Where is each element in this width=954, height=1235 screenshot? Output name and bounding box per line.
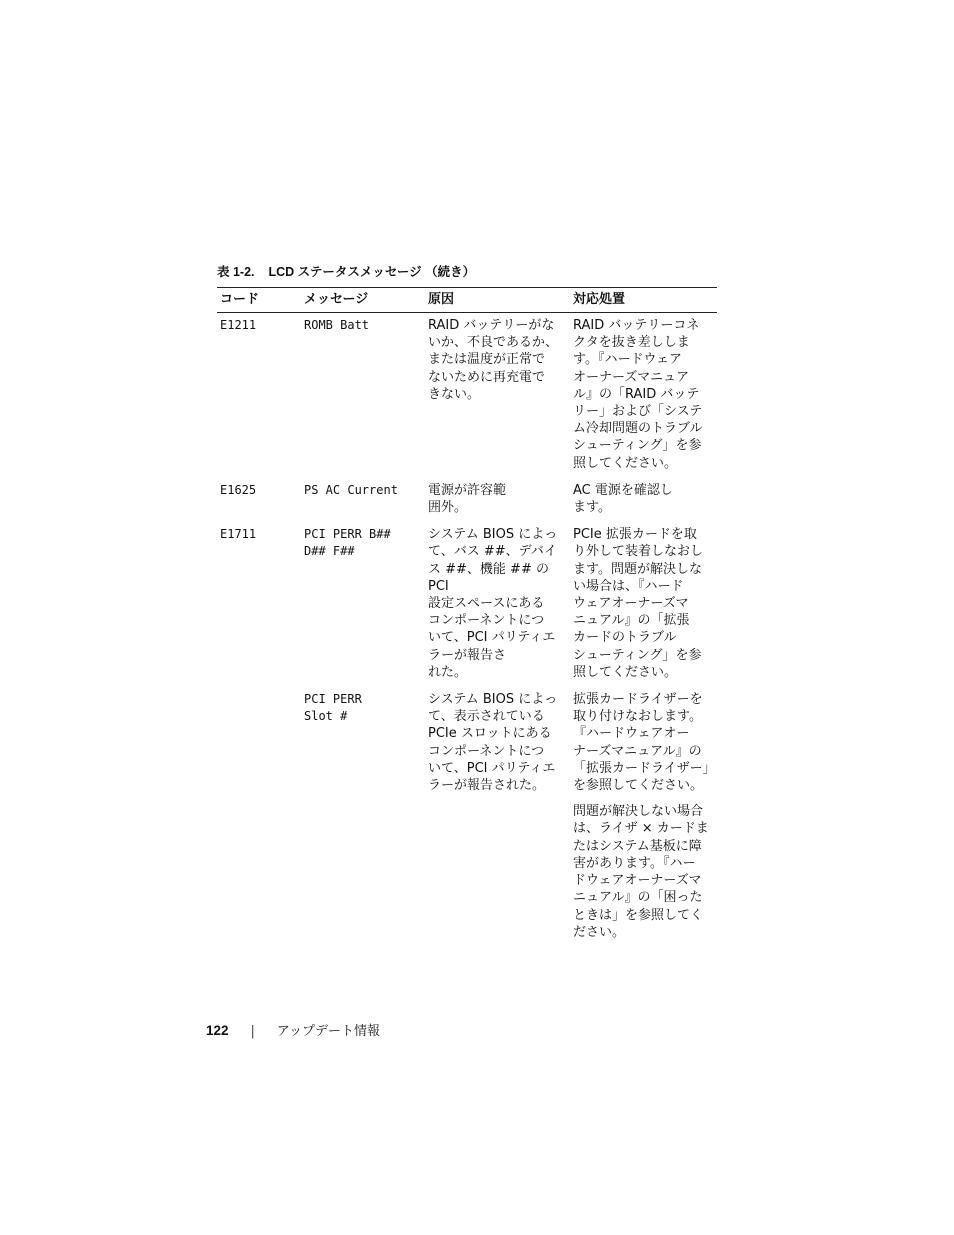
action-line: ニュアル』の「困った (573, 890, 703, 906)
action-line: ニュアル』の「拡張 (573, 613, 690, 629)
action-line: ます。 (573, 500, 611, 516)
cause-line: システム BIOS によっ (428, 692, 558, 708)
cause-line: いて、PCI パリティエ (428, 760, 556, 776)
action-line: PCIe 拡張カードを取 (573, 527, 697, 543)
cell-action (570, 480, 717, 524)
message-line: D## F## (304, 544, 355, 559)
action-line: り外して装着しなおし (573, 544, 704, 560)
action-paragraph (573, 317, 714, 472)
action-line: 拡張カードライザーを (573, 692, 703, 708)
cause-line: いて、PCI パリティエ (428, 630, 556, 646)
action-line: 取り付けなおします。 (573, 709, 702, 725)
action-line: ル』の「RAID バッテ (573, 386, 700, 402)
cell-cause (425, 524, 570, 689)
table-row (217, 689, 717, 949)
message-line: Slot # (304, 709, 348, 724)
table-row (217, 524, 717, 689)
table-body (217, 313, 717, 949)
cause-line: または温度が正常で (428, 352, 546, 368)
cell-code (217, 689, 301, 949)
cause-line: PCIe スロットにある (428, 726, 552, 742)
table-row (217, 480, 717, 524)
cell-message (301, 313, 425, 480)
cell-cause (425, 480, 570, 524)
action-paragraph (573, 526, 714, 681)
cause-line: きない。 (428, 386, 481, 402)
table-row (217, 313, 717, 480)
cell-cause (425, 313, 570, 480)
cell-action (570, 689, 717, 949)
action-line: い場合は、『ハード (573, 578, 684, 594)
cause-line: 電源が許容範 (428, 482, 507, 498)
table-caption-title: LCD ステータスメッセージ （続き） (268, 265, 476, 279)
lcd-status-message-table (217, 287, 717, 949)
cell-action (570, 524, 717, 689)
header-action: 対応処置 (570, 288, 717, 313)
cause-line: 囲外。 (428, 500, 468, 516)
action-line: ださい。 (573, 924, 626, 940)
action-line: 害があります。『ハー (573, 855, 696, 871)
action-line: クタを抜き差ししま (573, 335, 690, 351)
action-paragraph (573, 691, 714, 794)
action-line: 照してください。 (573, 664, 678, 680)
action-line: ウェアオーナーズマ (573, 596, 689, 612)
cause-line: れた。 (428, 664, 468, 680)
cause-line: ス ##、機能 ## の PCI (428, 561, 549, 594)
cause-line: システム BIOS によっ (428, 527, 558, 543)
action-line: ム冷却問題のトラブル (573, 421, 703, 437)
cell-message (301, 480, 425, 524)
action-line: カードのトラブル (573, 630, 677, 646)
cause-line: RAID バッテリーがな (428, 318, 555, 333)
cause-line: ないために再充電で (428, 369, 546, 385)
cause-line: て、表示されている (428, 709, 545, 725)
footer-separator: | (250, 1024, 255, 1039)
action-paragraph (573, 482, 714, 516)
cause-line: 設定スペースにある (428, 596, 545, 612)
header-message: メッセージ (301, 288, 425, 313)
header-code: コード (217, 288, 301, 313)
action-line: は、ライザ × カードま (573, 821, 709, 837)
action-line: す。『ハードウェア (573, 352, 682, 368)
action-line: 「拡張カードライザー」 (573, 760, 716, 776)
action-line: ときは」を参照してく (573, 907, 704, 923)
action-line: RAID バッテリーコネ (573, 318, 700, 333)
action-line: AC 電源を確認し (573, 482, 673, 498)
message-line: PCI PERR B## (304, 527, 391, 542)
table-header-row (217, 288, 717, 313)
cell-code: E1211 (220, 318, 257, 332)
footer-section-title: アップデート情報 (276, 1024, 381, 1039)
cause-line: いか、不良であるか、 (428, 335, 559, 351)
action-line: ドウェアオーナーズマ (573, 873, 702, 889)
cause-line: コンポーネントにつ (428, 613, 545, 629)
action-line: リー」および「システ (573, 404, 703, 420)
action-line: オーナーズマニュア (573, 369, 690, 385)
action-line: 『ハードウェアオー (573, 726, 690, 742)
cell-action (570, 313, 717, 480)
cause-line: コンポーネントにつ (428, 743, 545, 759)
action-line: 照してください。 (573, 455, 678, 471)
action-line: ます。問題が解決しな (573, 561, 702, 577)
message-line: PS AC Current (304, 482, 398, 497)
page-number: 122 (206, 1023, 229, 1038)
table-caption-label: 表 1-2. (217, 265, 255, 279)
action-line: シューティング」を参 (573, 438, 702, 454)
action-line: を参照してください。 (573, 778, 704, 794)
cell-code: E1711 (220, 527, 257, 542)
cell-code: E1625 (220, 482, 257, 497)
cause-line: て、バス ##、デバイ (428, 544, 557, 560)
header-cause: 原因 (425, 288, 570, 313)
table-caption (217, 262, 475, 280)
action-line: シューティング」を参 (573, 647, 702, 663)
action-line: ナーズマニュアル』の (573, 743, 702, 759)
action-line: たはシステム基板に障 (573, 838, 702, 854)
cause-line: ラーが報告さ (428, 647, 507, 663)
cell-cause (425, 689, 570, 949)
action-line: 問題が解決しない場合 (573, 804, 704, 820)
message-line: PCI PERR (304, 692, 362, 707)
page-footer (206, 1020, 380, 1039)
message-line: ROMB Batt (304, 318, 370, 332)
cause-line: ラーが報告された。 (428, 778, 546, 794)
cell-message (301, 689, 425, 949)
action-paragraph (573, 803, 714, 941)
cell-message (301, 524, 425, 689)
